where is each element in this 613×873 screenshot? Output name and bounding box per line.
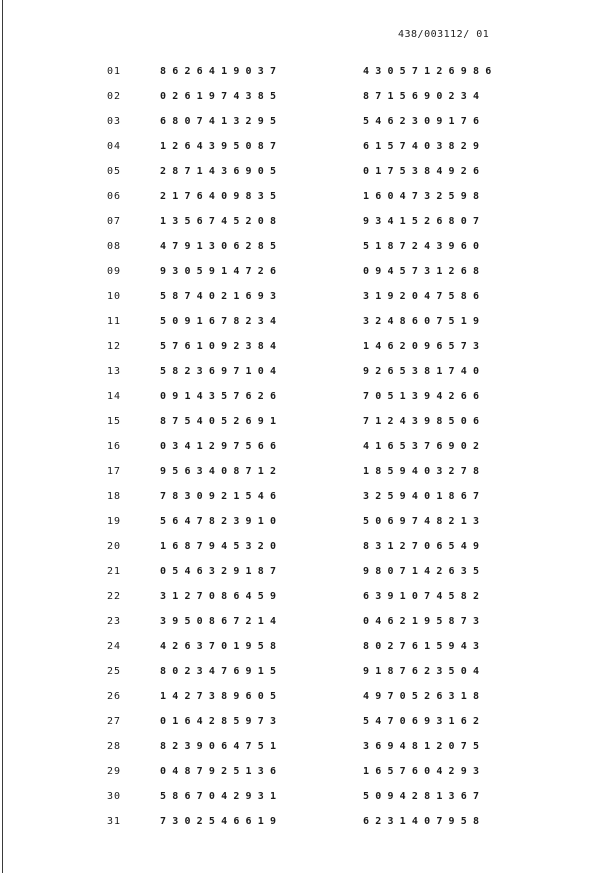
digit-sequence-left: 8239064751 bbox=[160, 741, 283, 752]
row-number: 16 bbox=[107, 441, 122, 452]
digit-sequence-right: 5187243960 bbox=[363, 241, 486, 252]
row-number: 25 bbox=[107, 666, 122, 677]
digit-sequence-left: 1356745208 bbox=[160, 216, 283, 227]
table-row bbox=[0, 63, 613, 88]
row-number: 08 bbox=[107, 241, 122, 252]
table-row bbox=[0, 638, 613, 663]
document-reference: 438/003112/ 01 bbox=[398, 29, 490, 40]
table-row bbox=[0, 588, 613, 613]
table-row bbox=[0, 688, 613, 713]
digit-sequence-right: 8027615943 bbox=[363, 641, 486, 652]
digit-sequence-left: 1427389605 bbox=[160, 691, 283, 702]
digit-sequence-right: 9265381740 bbox=[363, 366, 486, 377]
digit-sequence-right: 3694812075 bbox=[363, 741, 486, 752]
digit-sequence-left: 1264395087 bbox=[160, 141, 283, 152]
digit-sequence-right: 7124398506 bbox=[363, 416, 486, 427]
digit-sequence-right: 7051394266 bbox=[363, 391, 486, 402]
digit-sequence-left: 5867042931 bbox=[160, 791, 283, 802]
digit-sequence-right: 5470693162 bbox=[363, 716, 486, 727]
digit-sequence-right: 3192047586 bbox=[363, 291, 486, 302]
row-number: 12 bbox=[107, 341, 122, 352]
table-row bbox=[0, 138, 613, 163]
row-number: 26 bbox=[107, 691, 122, 702]
table-row bbox=[0, 738, 613, 763]
table-row bbox=[0, 288, 613, 313]
table-row bbox=[0, 163, 613, 188]
digit-sequence-right: 0462195873 bbox=[363, 616, 486, 627]
digit-sequence-right: 4970526318 bbox=[363, 691, 486, 702]
row-number: 19 bbox=[107, 516, 122, 527]
digit-sequence-right: 8715690234 bbox=[363, 91, 486, 102]
digit-sequence-left: 0487925136 bbox=[160, 766, 283, 777]
row-number: 09 bbox=[107, 266, 122, 277]
digit-sequence-right: 3248607519 bbox=[363, 316, 486, 327]
digit-sequence-left: 0261974385 bbox=[160, 91, 283, 102]
row-number: 24 bbox=[107, 641, 122, 652]
row-number: 14 bbox=[107, 391, 122, 402]
digit-sequence-left: 2871436905 bbox=[160, 166, 283, 177]
digit-sequence-left: 0164285973 bbox=[160, 716, 283, 727]
digit-sequence-right: 6157403829 bbox=[363, 141, 486, 152]
digit-sequence-left: 4263701958 bbox=[160, 641, 283, 652]
table-row bbox=[0, 413, 613, 438]
row-number: 15 bbox=[107, 416, 122, 427]
digit-sequence-left: 5091678234 bbox=[160, 316, 283, 327]
row-number: 10 bbox=[107, 291, 122, 302]
row-number: 01 bbox=[107, 66, 122, 77]
row-number: 17 bbox=[107, 466, 122, 477]
digit-sequence-left: 0546329187 bbox=[160, 566, 283, 577]
table-row bbox=[0, 88, 613, 113]
digit-sequence-right: 9187623504 bbox=[363, 666, 486, 677]
digit-sequence-right: 0945731268 bbox=[363, 266, 486, 277]
row-number: 21 bbox=[107, 566, 122, 577]
table-row bbox=[0, 513, 613, 538]
table-row bbox=[0, 113, 613, 138]
table-row bbox=[0, 263, 613, 288]
row-number: 07 bbox=[107, 216, 122, 227]
digit-sequence-left: 4791306285 bbox=[160, 241, 283, 252]
digit-sequence-right: 1604732598 bbox=[363, 191, 486, 202]
digit-sequence-left: 7302546619 bbox=[160, 816, 283, 827]
digit-sequence-right: 4165376902 bbox=[363, 441, 486, 452]
table-row bbox=[0, 363, 613, 388]
row-number: 03 bbox=[107, 116, 122, 127]
table-row bbox=[0, 613, 613, 638]
row-number: 04 bbox=[107, 141, 122, 152]
row-number: 13 bbox=[107, 366, 122, 377]
table-row bbox=[0, 813, 613, 838]
digit-sequence-left: 5761092384 bbox=[160, 341, 283, 352]
row-number: 05 bbox=[107, 166, 122, 177]
table-row bbox=[0, 438, 613, 463]
table-row bbox=[0, 763, 613, 788]
digit-sequence-left: 5647823910 bbox=[160, 516, 283, 527]
row-number: 29 bbox=[107, 766, 122, 777]
row-number: 27 bbox=[107, 716, 122, 727]
digit-sequence-left: 3950867214 bbox=[160, 616, 283, 627]
digit-sequence-right: 8312706549 bbox=[363, 541, 486, 552]
digit-sequence-right: 1462096573 bbox=[363, 341, 486, 352]
digit-sequence-left: 6807413295 bbox=[160, 116, 283, 127]
digit-sequence-right: 6231407958 bbox=[363, 816, 486, 827]
digit-sequence-left: 0341297566 bbox=[160, 441, 283, 452]
digit-sequence-left: 2176409835 bbox=[160, 191, 283, 202]
digit-sequence-right: 3259401867 bbox=[363, 491, 486, 502]
table-row bbox=[0, 488, 613, 513]
digit-sequence-right: 1657604293 bbox=[363, 766, 486, 777]
digit-sequence-left: 9563408712 bbox=[160, 466, 283, 477]
row-number: 30 bbox=[107, 791, 122, 802]
table-row bbox=[0, 338, 613, 363]
digit-sequence-left: 8626419037 bbox=[160, 66, 283, 77]
digit-sequence-right: 6391074582 bbox=[363, 591, 486, 602]
digit-sequence-right: 9341526807 bbox=[363, 216, 486, 227]
table-row bbox=[0, 238, 613, 263]
digit-sequence-right: 1859403278 bbox=[363, 466, 486, 477]
digit-sequence-left: 5823697104 bbox=[160, 366, 283, 377]
table-row bbox=[0, 538, 613, 563]
digit-sequence-left: 5874021693 bbox=[160, 291, 283, 302]
row-number: 20 bbox=[107, 541, 122, 552]
digit-sequence-right: 0175384926 bbox=[363, 166, 486, 177]
digit-sequence-right: 9807142635 bbox=[363, 566, 486, 577]
row-number: 11 bbox=[107, 316, 122, 327]
digit-sequence-left: 1687945320 bbox=[160, 541, 283, 552]
row-number: 18 bbox=[107, 491, 122, 502]
table-row bbox=[0, 188, 613, 213]
digit-sequence-left: 9305914726 bbox=[160, 266, 283, 277]
table-row bbox=[0, 713, 613, 738]
digit-sequence-left: 0914357626 bbox=[160, 391, 283, 402]
digit-sequence-right: 5094281367 bbox=[363, 791, 486, 802]
table-row bbox=[0, 663, 613, 688]
digit-sequence-right: 5462309176 bbox=[363, 116, 486, 127]
number-table bbox=[0, 63, 613, 838]
table-row bbox=[0, 313, 613, 338]
row-number: 31 bbox=[107, 816, 122, 827]
row-number: 06 bbox=[107, 191, 122, 202]
table-row bbox=[0, 213, 613, 238]
digit-sequence-left: 8023476915 bbox=[160, 666, 283, 677]
row-number: 28 bbox=[107, 741, 122, 752]
table-row bbox=[0, 788, 613, 813]
digit-sequence-left: 7830921546 bbox=[160, 491, 283, 502]
table-row bbox=[0, 563, 613, 588]
table-row bbox=[0, 388, 613, 413]
table-row bbox=[0, 463, 613, 488]
digit-sequence-right: 43057126986 bbox=[363, 66, 498, 77]
digit-sequence-left: 8754052691 bbox=[160, 416, 283, 427]
row-number: 22 bbox=[107, 591, 122, 602]
digit-sequence-left: 3127086459 bbox=[160, 591, 283, 602]
row-number: 02 bbox=[107, 91, 122, 102]
digit-sequence-right: 5069748213 bbox=[363, 516, 486, 527]
row-number: 23 bbox=[107, 616, 122, 627]
